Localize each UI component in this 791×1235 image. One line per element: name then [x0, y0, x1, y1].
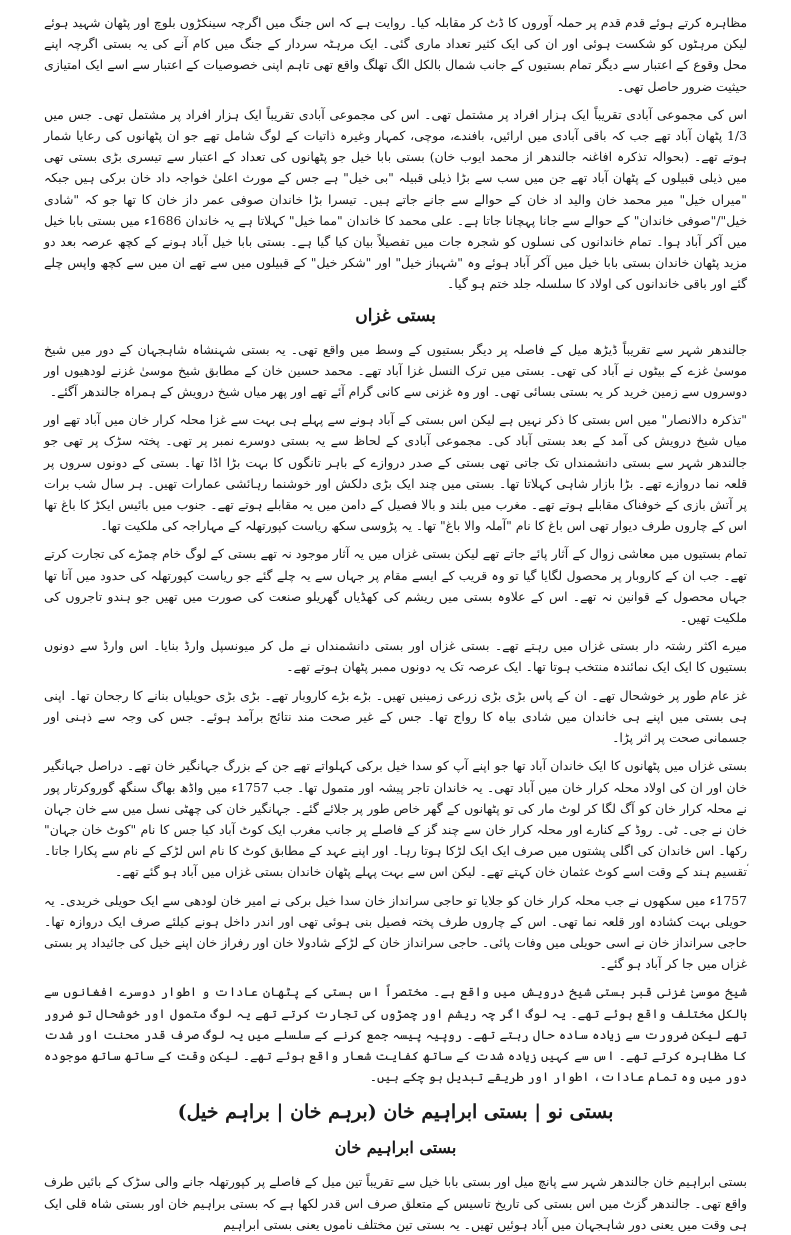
paragraph: بستی ابراہیم خان جالندھر شہر سے پانچ میل اور بستی بابا خیل سے تقریباً تین میل کے فاصلے پر کپورتھلہ جانے والی سڑک کے بائیں طرف واقع تھی۔ جالندھر گزٹ میں اس بستی کی تاریخ تاسیس کے متعلق صرف اس قدر لکھا ہے کہ بستی براہیم خان اور بستی شاہ قلی ایک ہی وقت میں یعنی دور شاہجہان میں آباد ہوئیں تھیں۔ یہ بستی تین مختلف ناموں یعنی بستی ابراہیم: [44, 1174, 747, 1232]
paragraph: جالندھر شہر سے تقریباً ڈیڑھ میل کے فاصلہ پر دیگر بستیوں کے وسط میں واقع تھی۔ یہ بستی شہنشاہ شاہجہان کے دور میں شیخ موسیٰ غزے کے بیٹوں نے آباد کی تھی۔ بستی میں ترک النسل غزا آباد تھے۔ محمد حسین خان کے مطابق شیخ موسیٰ غزنے لودھیوں اور دوسروں سے زمین خرید کر یہ بستی بسائی تھی۔ اور وہ غزنی سے کانی گرام آئے تھے اور پھر میاں شیخ درویش کے ہمراہ جالندھر آگئے۔: [44, 341, 747, 400]
paragraph: غز عام طور پر خوشحال تھے۔ ان کے پاس بڑی بڑی زرعی زمینیں تھیں۔ بڑے بڑے کاروبار تھے۔ بڑی بڑی حویلیاں بنانے کا رجحان تھا۔ اپنی ہی بستی میں اپنے ہی خاندان میں شادی بیاہ کا رواج تھا۔ جس کے غیر صحت مند نتائج برآمد ہوئے۔ جس کی وجہ سے ذہنی اور جسمانی صحت پر اثر پڑا۔: [44, 687, 747, 746]
paragraph: "تذکرہ دالانصار" میں اس بستی کا ذکر نہیں ہے لیکن اس بستی کے آباد ہونے سے پہلے ہی بہت سے غزا محلہ کرار خان میں آباد تھے اور میاں شیخ درویش کی آمد کے بعد بستی آباد کی۔ مجموعی آبادی کے لحاظ سے یہ بستی دوسرے نمبر پر تھی۔ پختہ سڑک پر تھی جو جالندھر شہر سے بستی دانشمنداں تک جاتی تھی بستی کے صدر دروازے کے باہر تانگوں کا بہت بڑا اڈا تھا۔ بستی کے دونوں سروں پر قلعہ نما دروازے تھے۔ بڑا بازار شاہی کہلاتا تھا۔ بستی میں چند ایک بڑی دلکش اور خوشنما رہائشی عمارات تھیں۔ ہر سال شب برات پر آتش بازی کے خوفناک مقابلے ہوتے تھے۔ مغرب میں بلند و بالا فصیل کے دامن میں یہ مقابلے ہوتے تھے۔ جنوب میں بائیس ایکڑ کا باغ تھا اس کے چاروں طرف دیوار تھی اس باغ کا نام "آملہ والا باغ" تھا۔ یہ پڑوسی سکھ ریاست کپورتھلہ کے مہاراجہ کی ملکیت تھا۔: [44, 412, 747, 534]
margin-mark: ،: [746, 858, 750, 869]
paragraph: اس کی مجموعی آبادی تقریباً ایک ہزار افراد پر مشتمل تھی۔ اس کی مجموعی آبادی تقریباً ایک ہزار افراد پر مشتمل تھی۔ جس میں 1/3 پٹھان آباد تھے جب کہ باقی آبادی میں ارائیں، بافندے، موچی، کمہار وغیرہ ذاتیات کے لوگ شامل تھے جو ان پٹھانوں کی رعایا شمار ہوتے تھے۔ (بحوالہ تذکرہ افاغنہ جالندھر از محمد ایوب خان) بستی بابا خیل جو پٹھانوں کی تعداد کے اعتبار سے تیسری بڑی بستی تھی میں ذیلی قبیلوں کے پٹھان آباد تھے جن میں سب سے بڑا ذیلی قبیلہ "بی خیل" ہے جس کے مورث اعلیٰ خواجہ داد خان برکی ہیں جبکہ "میراں خیل" میر محمد خان والید اد خان کے حوالے سے جانے جاتے ہیں۔ تیسرا بڑا خاندان صوفی عمر داز خان کا تھا جو کہ "شادی خیل"/"صوفی خاندان" کے حوالے سے جانا پہچانا جاتا ہے۔ علی محمد کا خاندان "مما خیل" کہلاتا ہے یہ خاندان 1686ء میں بستی بابا خیل میں آکر آباد ہوا۔ تمام خاندانوں کی نسلوں کو شجرہ جات میں تفصیلاً بیان کیا گیا ہے۔ بستی بابا خیل آباد ہونے کے کچھ عرصہ بعد دو مزید پٹھان خاندان بستی بابا خیل میں آکر آباد ہوئے وہ "شہباز خیل" اور "شکر خیل" کے قبیلوں میں سے تھے ان میں سے کچھ واپس چلے گئے اور باقی خاندانوں کی اولاد کا سلسلہ جلد ختم ہو گیا۔: [44, 106, 748, 292]
section-heading-ibrahim: بستی نو | بستی ابراہیم خان (برہم خان | براہم خیل): [177, 1101, 614, 1124]
paragraph: شیخ موسیٰ غزنی قبر بستی شیخ درویش میں واقع ہے۔ مختصراً اس بستی کے پٹھان عادات و اطوار دوسرے افغانوں سے بالکل مختلف واقع ہوئے تھے۔ یہ لوگ اگر چہ ریشم اور چمڑوں کی تجارت کرتے تھے یہ لوگ متمول اور خوشحال تو ضرور تھے لیکن ضرورت سے زیادہ سادہ حال رہتے تھے۔ روپیہ پیسہ جمع کرنے کے سلسلے میں یہ لوگ صرف قدر محنت اور شدت کا مظاہرہ کرتے تھے۔ اس سے کہیں زیادہ شدت کے ساتھ کفایت شعار واقع ہوئے تھے۔ لیکن وقت کے ساتھ ساتھ موجودہ دور میں وہ تمام عادات، اطوار اور طریقے تبدیل ہو چکے ہیں۔: [44, 984, 747, 1085]
paragraph: میرے اکثر رشتہ دار بستی غزاں میں رہتے تھے۔ بستی غزاں اور بستی دانشمنداں نے مل کر میونسپل وارڈ بنایا۔ اس وارڈ سے دونوں بستیوں کا ایک ایک نمائندہ منتخب ہوتا تھا۔ ایک عرصہ تک یہ دونوں ممبر پٹھان ہوتے تھے۔: [44, 638, 747, 675]
section-heading-ghazan: بستی غزاں: [355, 305, 436, 326]
paragraph: بستی غزاں میں پٹھانوں کا ایک خاندان آباد تھا جو اپنے آپ کو سدا خیل برکی کہلواتے تھے جن کے بزرگ جہانگیر خان تھے۔ دراصل جہانگیر خان اور ان کی اولاد محلہ کرار خان میں آباد تھی۔ یہ خاندان تاجر پیشہ اور متمول تھا۔ جب 1757ء میں واڈھ بھاگ سنگھ گوروکرتار پور نے محلہ کرار خان کو آگ لگا کر لوٹ مار کی تو پٹھانوں کے گھر خاص طور پر جلائے گئے۔ جہانگیر خان کی چھٹی نسل میں سے خان جہان خان نے جی۔ ٹی۔ روڈ کے کنارے اور محلہ کرار خان سے چند گز کے فاصلے پر جانب مغرب ایک کوٹ آباد کیا جس کا نام "کوٹ خان جہان" رکھا۔ اس خاندان کی اگلی پشتوں میں صرف ایک ایک لڑکا ہوتا رہا۔ اور اپنے عہد کے مطابق کوٹ کا نام اس لڑکے کے نام سے پکارا جاتا۔ تقسیم ہند کے وقت اسے کوٹ عثمان خان کہتے تھے۔ لیکن اس سے بہت پہلے پٹھان خاندان بستی غزاں میں آباد ہو گئے تھے۔: [44, 758, 747, 880]
paragraph: مظاہرہ کرتے ہوئے قدم قدم پر حملہ آوروں کا ڈٹ کر مقابلہ کیا۔ روایت ہے کہ اس جنگ میں اگرچہ سینکڑوں بلوچ اور پٹھان شہید ہوئے لیکن مرہٹوں کو شکست ہوئی اور ان کی ایک کثیر تعداد ماری گئی۔ ایک مرہٹہ سردار کے جنگ میں کام آنے کی یہ بستی اگرچہ اپنے محل وقوع کے اعتبار سے دیگر تمام بستیوں کے جانب شمال بالکل الگ تھلگ واقع تھی تاہم اپنی خصوصیات کے اعتبار سے اسے ایک امتیازی حیثیت ضرور حاصل تھی۔: [44, 15, 747, 94]
paragraph: 1757ء میں سکھوں نے جب محلہ کرار خان کو جلایا تو حاجی سرانداز خان سدا خیل برکی نے امیر خان لودھی سے ایک حویلی خریدی۔ یہ حویلی بہت کشادہ اور قلعہ نما تھی۔ اس کے چاروں طرف پختہ فصیل بنی ہوئی تھی اور اندر داخل ہونے کیلئے صرف ایک دروازہ تھا۔ حاجی سرانداز خان نے اسی حویلی میں وفات پائی۔ حاجی سرانداز خان کے لڑکے شادولا خان اور رفراز خان اپنے خیل کی جائیداد پر بستی غزاں میں جا کر آباد ہو گئے۔: [44, 892, 747, 972]
sub-heading-ibrahim: بستی ابراہیم خان: [334, 1138, 457, 1158]
paragraph: تمام بستیوں میں معاشی زوال کے آثار پائے جاتے تھے لیکن بستی غزاں میں یہ آثار موجود نہ تھے بستی کے لوگ خام چمڑے کی تجارت کرتے تھے۔ جب ان کے کاروبار پر محصول لگایا گیا تو وہ قریب کے ایسے مقام پر جہاں سے یہ چلے گئے جو ریاست کپورتھلہ کی حدود میں آتا تھا جہاں محصول کے قوانین نہ تھے۔ اس کے علاوہ بستی میں ریشم کی کھڈیاں گھریلو صنعت کی صورت میں تھیں جو ہندو تاجروں کی ملکیت تھیں۔: [44, 546, 747, 626]
